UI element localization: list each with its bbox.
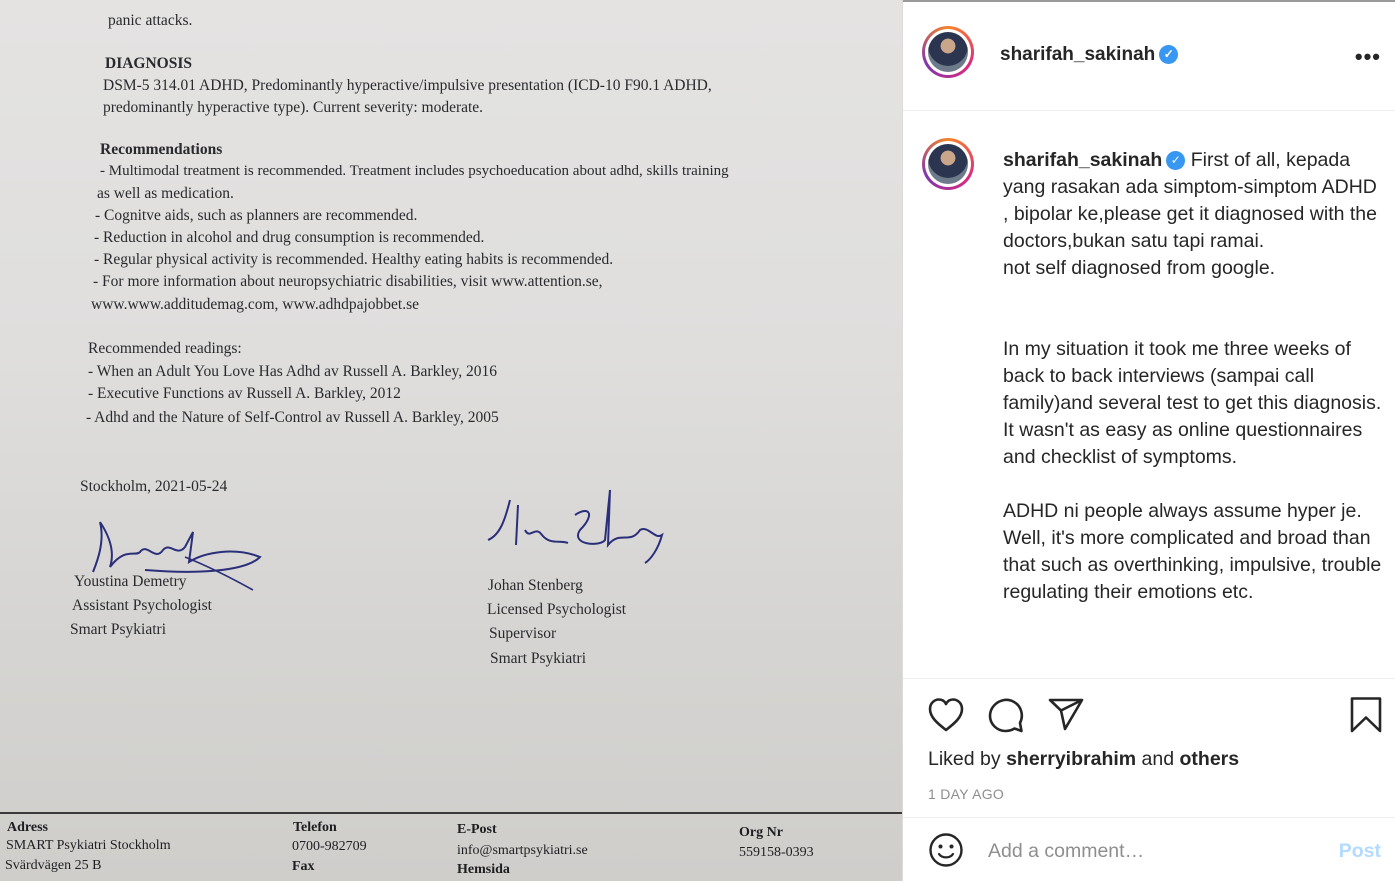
liked-by-prefix: Liked by [928,748,1001,770]
caption-username[interactable]: sharifah_sakinah [1003,149,1163,171]
footer-adress-1: SMART Psykiatri Stockholm [6,838,171,853]
doc-line: panic attacks. [108,12,193,29]
signer-1-name: Youstina Demetry [74,573,187,590]
caption-avatar[interactable] [922,138,974,190]
signature-2 [480,485,670,565]
caption-text-3: In my situation it took me three weeks of back to back interviews (sampai call family)and several test to get this diagnosis. It wasn't as easy as online questionnaires and checklist of symptoms. [1003,338,1387,468]
doc-footer-divider [0,812,902,814]
footer-orgnr-label: Org Nr [739,825,783,840]
avatar[interactable] [922,26,974,78]
post-side-panel [902,0,1395,881]
footer-telefon-label: Telefon [293,820,337,835]
doc-line: - Executive Functions av Russell A. Barkley, 2012 [88,385,401,402]
post-comment-button[interactable]: Post [1338,840,1381,862]
doc-line: - For more information about neuropsychiatric disabilities, visit www.attention.se, [93,273,603,290]
doc-line: - Adhd and the Nature of Self-Control av Russell A. Barkley, 2005 [86,409,499,426]
header-username-text[interactable]: sharifah_sakinah [1000,44,1156,65]
doc-line: DSM-5 314.01 ADHD, Predominantly hyperactive/impulsive presentation (ICD-10 F90.1 ADHD, [103,77,712,94]
doc-heading-recommendations: Recommendations [100,141,223,158]
share-icon[interactable] [1047,697,1085,733]
doc-line: - Regular physical activity is recommended. Healthy eating habits is recommended. [94,251,614,268]
footer-epost-label: E-Post [457,822,497,837]
footer-fax-label: Fax [292,859,315,874]
more-options-icon[interactable]: ••• [1354,44,1381,69]
footer-hemsida-label: Hemsida [457,862,510,877]
footer-adress-label: Adress [7,820,48,835]
heart-icon[interactable] [927,697,965,733]
liked-by-and: and [1141,748,1175,770]
footer-epost: info@smartpsykiatri.se [457,843,588,858]
caption-text-4: ADHD ni people always assume hyper je. Well, it's more complicated and broad than that such as overthinking, impulsive, trouble regulating their emotions etc. [1003,500,1387,603]
caption-text-1: First of all, kepada yang rasakan ada simptom-simptom ADHD , bipolar ke,please get it diagnosed with the doctors,bukan satu tapi ramai. [1003,149,1383,252]
signer-1-org: Smart Psykiatri [70,621,167,638]
caption-spacer [1003,282,1383,309]
comment-input[interactable]: Add a comment… [988,840,1145,862]
post-actions [903,678,1395,882]
footer-adress-2: Svärdvägen 25 B [5,858,102,873]
footer-orgnr: 559158-0393 [739,845,814,860]
signer-1-title: Assistant Psychologist [72,597,212,614]
likes-summary [928,748,1239,771]
bookmark-icon[interactable] [1349,696,1383,734]
doc-line: - When an Adult You Love Has Adhd av Russell A. Barkley, 2016 [88,363,498,380]
post-timestamp[interactable]: 1 DAY AGO [928,786,1005,802]
verified-badge-icon: ✓ [1166,151,1185,170]
doc-date: Stockholm, 2021-05-24 [80,478,228,495]
doc-heading-diagnosis: DIAGNOSIS [105,55,192,72]
doc-line: Recommended readings: [88,340,242,357]
comment-bar [903,817,1395,883]
post-header [903,2,1395,111]
signer-2-role: Supervisor [489,625,557,642]
comment-icon[interactable] [987,697,1025,735]
emoji-icon[interactable] [928,832,964,868]
doc-line: as well as medication. [97,185,234,202]
signer-2-org: Smart Psykiatri [490,650,587,667]
verified-badge-icon: ✓ [1159,45,1178,64]
signer-2-name: Johan Stenberg [488,577,583,594]
caption-text-2: not self diagnosed from google. [1003,257,1276,279]
footer-telefon: 0700-982709 [292,839,367,854]
doc-line: - Multimodal treatment is recommended. Treatment includes psychoeducation about adhd, skills training [100,163,729,179]
doc-line: www.www.additudemag.com, www.adhdpajobbet.se [91,296,420,313]
header-username[interactable] [1000,44,1178,66]
signer-2-title: Licensed Psychologist [487,601,627,618]
liked-by-user[interactable]: sherryibrahim [1006,748,1137,770]
doc-line: predominantly hyperactive type). Current severity: moderate. [103,99,484,116]
post-caption [1003,147,1387,606]
doc-line: - Reduction in alcohol and drug consumption is recommended. [94,229,485,246]
doc-line: - Cognitve aids, such as planners are recommended. [95,207,418,224]
liked-by-others[interactable]: others [1179,748,1240,770]
